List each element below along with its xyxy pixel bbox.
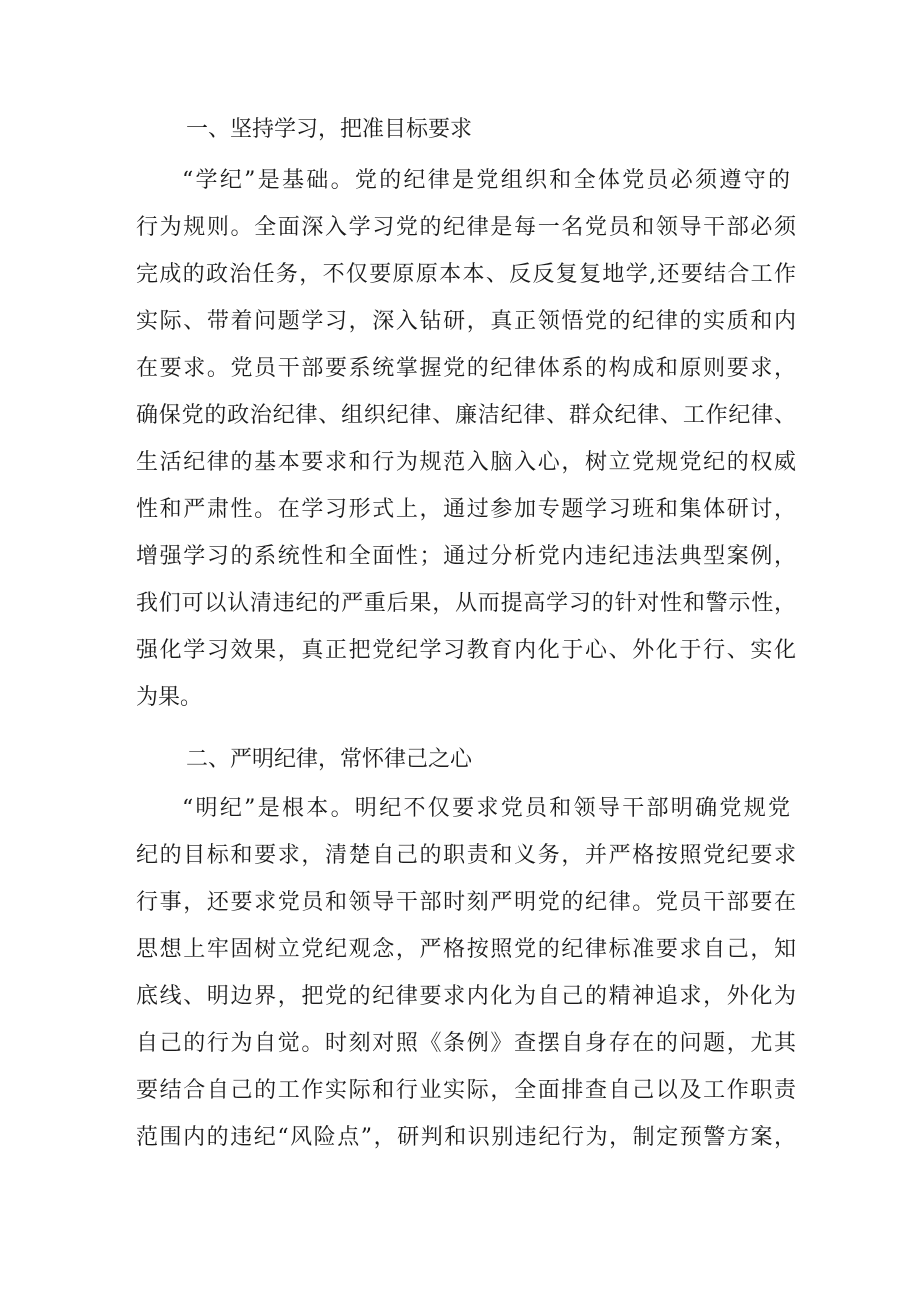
section-1-paragraph-line: 为果。 bbox=[136, 685, 203, 710]
section-2-paragraph-line: 行事，还要求党员和领导干部时刻严明党的纪律。党员干部要在 bbox=[136, 890, 796, 915]
section-1-paragraph-line: 性和严肃性。在学习形式上，通过参加专题学习班和集体研讨， bbox=[136, 497, 796, 522]
section-1-paragraph-line: 行为规则。全面深入学习党的纪律是每一名党员和领导干部必须 bbox=[136, 215, 796, 240]
section-1-paragraph-line: 生活纪律的基本要求和行为规范入脑入心，树立党规党纪的权威 bbox=[136, 450, 796, 475]
section-2-paragraph-line: 底线、明边界，把党的纪律要求内化为自己的精神追求，外化为 bbox=[136, 984, 796, 1009]
section-1-paragraph-line: 实际、带着问题学习，深入钻研，真正领悟党的纪律的实质和内 bbox=[136, 309, 796, 334]
section-1-heading: 一、坚持学习，把准目标要求 bbox=[186, 117, 473, 142]
section-1-paragraph-line: 增强学习的系统性和全面性；通过分析党内违纪违法典型案例， bbox=[136, 544, 796, 569]
section-2-paragraph-line: 纪的目标和要求，清楚自己的职责和义务，并严格按照党纪要求 bbox=[136, 843, 796, 868]
section-2-paragraph-line: “明纪”是根本。明纪不仅要求党员和领导干部明确党规党 bbox=[182, 796, 790, 821]
section-1-paragraph-line: 我们可以认清违纪的严重后果，从而提高学习的针对性和警示性， bbox=[136, 591, 796, 616]
section-1-paragraph-line: 完成的政治任务，不仅要原原本本、反反复复地学,还要结合工作 bbox=[136, 262, 796, 287]
section-2-paragraph-line: 自己的行为自觉。时刻对照《条例》查摆自身存在的问题，尤其 bbox=[136, 1031, 796, 1056]
section-2-paragraph-line: 思想上牢固树立党纪观念，严格按照党的纪律标准要求自己，知 bbox=[136, 937, 796, 962]
section-2-paragraph-line: 范围内的违纪“风险点”，研判和识别违纪行为，制定预警方案， bbox=[136, 1125, 796, 1150]
section-1-paragraph-line: “学纪”是基础。党的纪律是党组织和全体党员必须遵守的 bbox=[182, 168, 790, 193]
section-2-paragraph-line: 要结合自己的工作实际和行业实际，全面排查自己以及工作职责 bbox=[136, 1078, 796, 1103]
section-1-paragraph-line: 强化学习效果，真正把党纪学习教育内化于心、外化于行、实化 bbox=[136, 638, 796, 663]
section-2-heading: 二、严明纪律，常怀律己之心 bbox=[186, 747, 473, 772]
section-1-paragraph-line: 在要求。党员干部要系统掌握党的纪律体系的构成和原则要求， bbox=[136, 356, 796, 381]
section-1-paragraph-line: 确保党的政治纪律、组织纪律、廉洁纪律、群众纪律、工作纪律、 bbox=[136, 403, 796, 428]
